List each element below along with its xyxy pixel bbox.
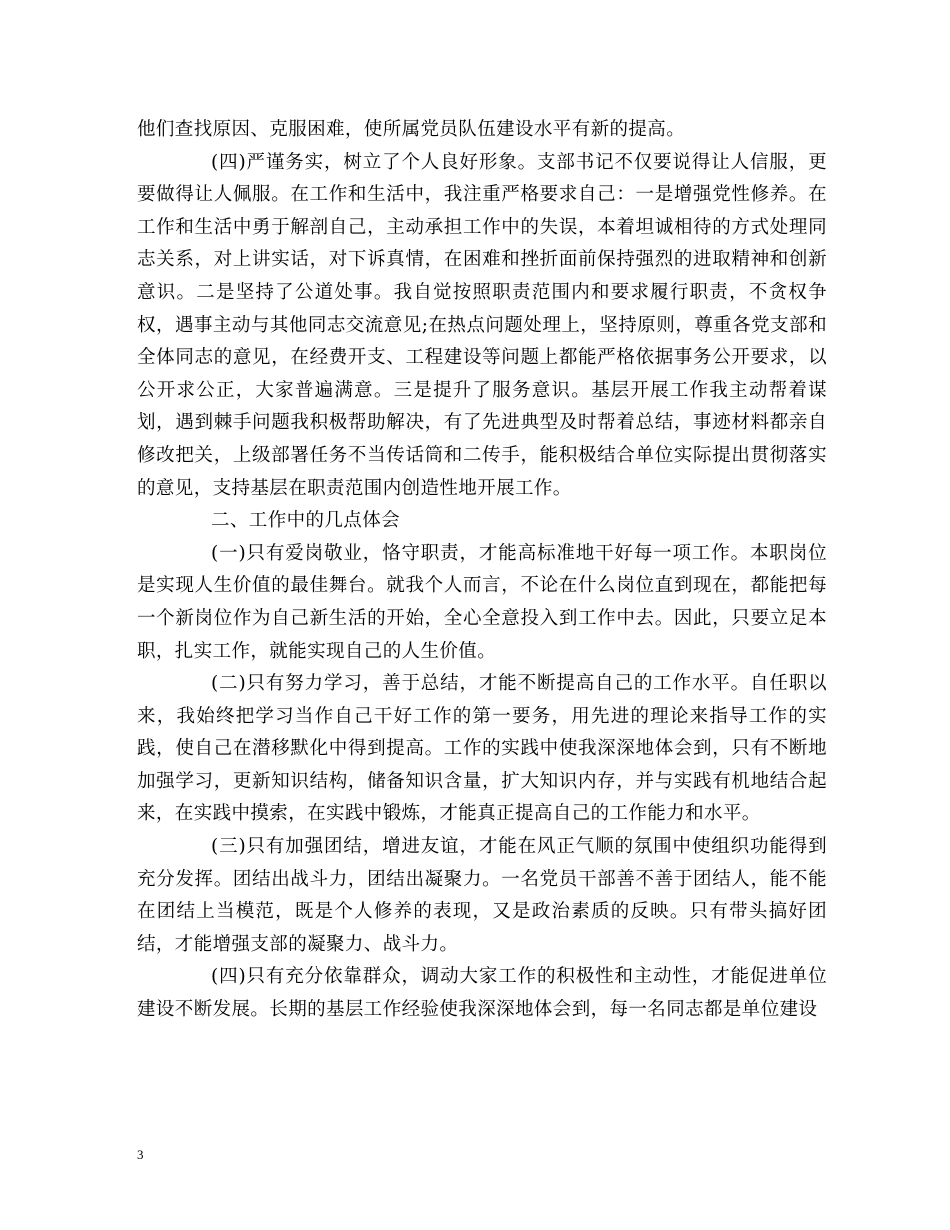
section-heading: 二、工作中的几点体会 [211, 510, 401, 532]
paragraph-dedication: (一)只有爱岗敬业，恪守职责，才能高标准地干好每一项工作。本职岗位是实现人生价值的最佳舞台。就我个人而言，不论在什么岗位直到现在，都能把每一个新岗位作为自己新生活的开始，全心全意投入到工作中去。因此，只要立足本职，扎实工作，就能实现自己的人生价值。 [137, 542, 827, 662]
paragraph-masses: (四)只有充分依靠群众，调动大家工作的积极性和主动性，才能促进单位建设不断发展。长期的基层工作经验使我深深地体会到，每一名同志都是单位建设 [137, 966, 827, 1021]
document-body [137, 114, 827, 1027]
paragraph-integrity: (四)严谨务实，树立了个人良好形象。支部书记不仅要说得让人信服，更要做得让人佩服。在工作和生活中，我注重严格要求自己：一是增强党性修养。在工作和生活中勇于解剖自己，主动承担工作中的失误，本着坦诚相待的方式处理同志关系，对上讲实话，对下诉真情，在困难和挫折面前保持强烈的进取精神和创新意识。二是坚持了公道处事。我自觉按照职责范围内和要求履行职责，不贪权争权，遇事主动与其他同志交流意见;在热点问题处理上，坚持原则，尊重各党支部和全体同志的意见，在经费开支、工程建设等问题上都能严格依据事务公开要求，以公开求公正，大家普遍满意。三是提升了服务意识。基层开展工作我主动帮着谋划，遇到棘手问题我积极帮助解决，有了先进典型及时帮着总结，事迹材料都亲自修改把关，上级部署任务不当传话筒和二传手，能积极结合单位实际提出贯彻落实的意见，支持基层在职责范围内创造性地开展工作。 [137, 151, 827, 499]
paragraph-unity: (三)只有加强团结，增进友谊，才能在风正气顺的氛围中使组织功能得到充分发挥。团结出战斗力，团结出凝聚力。一名党员干部善不善于团结人，能不能在团结上当模范，既是个人修养的表现，又是政治素质的反映。只有带头搞好团结，才能增强支部的凝聚力、战斗力。 [137, 836, 827, 955]
paragraph-learning: (二)只有努力学习，善于总结，才能不断提高自己的工作水平。自任职以来，我始终把学习当作自己干好工作的第一要务，用先进的理论来指导工作的实践，使自己在潜移默化中得到提高。工作的实践中使我深深地体会到，只有不断地加强学习，更新知识结构，储备知识含量，扩大知识内存，并与实践有机地结合起来，在实践中摸索，在实践中锻炼，才能真正提高自己的工作能力和水平。 [137, 673, 827, 825]
paragraph-continuation: 他们查找原因、克服困难，使所属党员队伍建设水平有新的提高。 [137, 119, 686, 140]
page-number: 3 [137, 1147, 144, 1162]
